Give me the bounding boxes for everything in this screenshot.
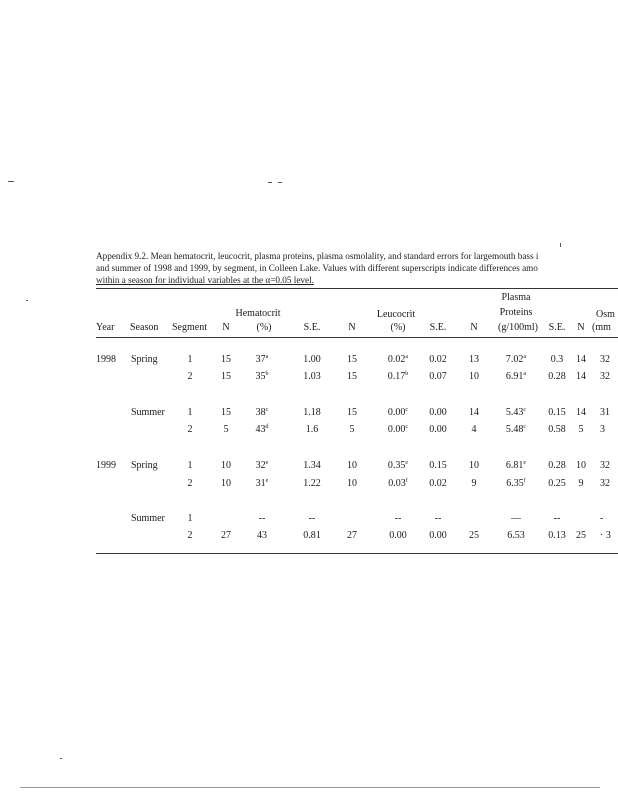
cell-hct — [256, 460, 269, 472]
cell-value: 0.00 — [429, 424, 447, 435]
cell-value: 31 — [600, 407, 610, 418]
cell-value: 1 — [187, 354, 193, 365]
cell-leu — [388, 354, 408, 366]
cell-value: 5.43 — [505, 407, 524, 418]
header-leucocrit-unit: (%) — [390, 322, 406, 333]
cell-value: 1.6 — [305, 424, 319, 435]
cell-value: 5 — [578, 424, 584, 435]
significance-superscript: e — [265, 478, 269, 484]
cell-se2 — [429, 407, 447, 419]
cell-value: 3 — [600, 424, 605, 435]
cell-pp — [506, 407, 526, 419]
table-bottom-rule — [96, 553, 618, 554]
cell-se1 — [309, 513, 316, 525]
cell-n4 — [576, 354, 586, 366]
cell-value: 0.81 — [303, 530, 321, 541]
header-osmolality-unit: (mm — [592, 322, 611, 333]
scan-speck — [268, 182, 272, 183]
cell-value: 15 — [221, 407, 231, 418]
cell-value: -- — [434, 513, 442, 524]
cell-value: 1 — [187, 407, 193, 418]
cell-value: 0.17 — [387, 371, 406, 382]
significance-superscript: e — [265, 460, 269, 466]
cell-pp — [506, 424, 526, 436]
cell-n2 — [347, 371, 357, 383]
scan-speck — [26, 300, 28, 301]
cell-value: 32 — [600, 371, 610, 382]
cell-n4 — [579, 478, 584, 490]
significance-superscript: e — [405, 460, 409, 466]
cell-se1 — [303, 530, 321, 542]
cell-hct — [256, 407, 269, 419]
cell-se1 — [303, 371, 321, 383]
cell-se2 — [435, 513, 442, 525]
cell-value: 14 — [576, 407, 586, 418]
cell-n1 — [221, 354, 231, 366]
cell-value: 14 — [576, 371, 586, 382]
cell-value: 2 — [187, 371, 193, 382]
cell-value: 0.25 — [548, 478, 566, 489]
header-se-hematocrit: S.E. — [303, 322, 321, 333]
cell-segment — [188, 424, 193, 436]
significance-superscript: c — [405, 407, 409, 413]
cell-value: 0.58 — [548, 424, 566, 435]
cell-pp — [506, 371, 526, 383]
caption-line-2: and summer of 1998 and 1999, by segment, in Colleen Lake. Values with different superscripts indicate differences amo — [96, 263, 538, 273]
cell-value: 15 — [221, 354, 231, 365]
cell-se3 — [548, 530, 566, 542]
cell-leu — [388, 371, 409, 383]
cell-value: 14 — [576, 354, 586, 365]
cell-season — [131, 460, 158, 472]
cell-leu — [388, 460, 408, 472]
cell-osm — [600, 513, 603, 525]
cell-value: -- — [308, 513, 316, 524]
cell-value: 1 — [187, 460, 193, 471]
cell-n2 — [347, 530, 357, 542]
header-season: Season — [130, 322, 159, 333]
header-n-proteins: N — [470, 322, 478, 333]
cell-se2 — [429, 478, 447, 490]
significance-superscript: c — [265, 407, 269, 413]
cell-value: 6.35 — [506, 478, 524, 489]
cell-value: 27 — [221, 530, 231, 541]
cell-value: 1.00 — [303, 354, 321, 365]
cell-hct — [256, 478, 269, 490]
cell-n3 — [469, 354, 479, 366]
scan-speck — [8, 181, 14, 182]
cell-n4 — [576, 460, 586, 472]
cell-segment — [188, 530, 193, 542]
cell-osm — [600, 530, 611, 542]
significance-superscript: f — [523, 478, 526, 484]
significance-superscript: a — [265, 354, 269, 360]
cell-value: 15 — [347, 407, 357, 418]
cell-n3 — [469, 371, 479, 383]
cell-value: 0.02 — [387, 354, 406, 365]
cell-value: 15 — [221, 371, 231, 382]
cell-n4 — [576, 407, 586, 419]
cell-value: 35 — [255, 371, 266, 382]
scan-speck — [560, 243, 561, 247]
cell-value: 1.22 — [303, 478, 321, 489]
cell-value: 10 — [347, 460, 357, 471]
cell-year — [96, 460, 116, 472]
cell-season — [131, 354, 158, 366]
cell-value: 0.15 — [548, 407, 566, 418]
cell-se1 — [303, 407, 321, 419]
cell-value: 1.03 — [303, 371, 321, 382]
cell-value: Spring — [131, 460, 158, 471]
cell-n2 — [347, 354, 357, 366]
cell-se1 — [303, 460, 321, 472]
cell-pp — [507, 530, 525, 542]
cell-n4 — [576, 530, 586, 542]
cell-value: 32 — [255, 460, 266, 471]
cell-se3 — [548, 478, 566, 490]
cell-leu — [388, 407, 408, 419]
cell-value: 0.00 — [387, 407, 406, 418]
cell-value: 10 — [469, 371, 479, 382]
cell-pp — [506, 478, 526, 490]
cell-leu — [388, 424, 408, 436]
header-se-leucocrit: S.E. — [429, 322, 447, 333]
caption-line-3: within a season for individual variables at the α=0.05 level. — [96, 275, 314, 285]
cell-value: 37 — [255, 354, 266, 365]
cell-osm — [600, 407, 610, 419]
cell-n3 — [469, 407, 479, 419]
cell-value: 5 — [223, 424, 229, 435]
cell-n4 — [576, 371, 586, 383]
cell-se3 — [548, 424, 566, 436]
cell-value: 6.53 — [507, 530, 525, 541]
cell-n1 — [221, 460, 231, 472]
cell-value: 0.00 — [429, 530, 447, 541]
cell-value: 38 — [255, 407, 266, 418]
cell-hct — [259, 513, 266, 525]
cell-value: -- — [553, 513, 561, 524]
scan-speck — [278, 182, 282, 183]
cell-value: 32 — [600, 354, 610, 365]
cell-leu — [388, 478, 408, 490]
cell-n1 — [221, 371, 231, 383]
significance-superscript: a — [523, 354, 527, 360]
significance-superscript: c — [523, 407, 527, 413]
cell-value: 31 — [255, 478, 266, 489]
cell-season — [131, 513, 165, 525]
cell-se1 — [303, 354, 321, 366]
cell-value: Summer — [131, 407, 165, 418]
significance-superscript: f — [405, 478, 408, 484]
cell-value: 43 — [257, 530, 267, 541]
cell-n1 — [224, 424, 229, 436]
cell-osm — [600, 424, 605, 436]
cell-segment — [188, 407, 193, 419]
cell-n3 — [472, 478, 477, 490]
cell-value: 0.03 — [388, 478, 406, 489]
cell-se3 — [548, 407, 566, 419]
cell-se2 — [429, 424, 447, 436]
cell-segment — [188, 460, 193, 472]
header-bottom-rule — [96, 337, 618, 338]
cell-value: 2 — [187, 530, 193, 541]
cell-value: 0.00 — [387, 424, 406, 435]
significance-superscript: b — [405, 371, 409, 377]
cell-value: -- — [258, 513, 266, 524]
cell-value: 32 — [600, 460, 610, 471]
cell-value: — — [511, 513, 521, 524]
cell-value: 1999 — [96, 460, 116, 471]
cell-value: 25 — [469, 530, 479, 541]
cell-osm — [600, 460, 610, 472]
cell-value: 25 — [576, 530, 586, 541]
cell-value: 0.13 — [548, 530, 566, 541]
header-n-hematocrit: N — [222, 322, 230, 333]
cell-se1 — [306, 424, 319, 436]
cell-osm — [600, 354, 610, 366]
cell-se3 — [551, 354, 564, 366]
cell-pp — [506, 460, 526, 472]
cell-value: 1998 — [96, 354, 116, 365]
cell-leu — [395, 513, 402, 525]
cell-n2 — [347, 407, 357, 419]
cell-pp — [511, 513, 521, 525]
header-n-osmolality: N — [577, 322, 585, 333]
significance-superscript: d — [265, 424, 269, 430]
header-n-leucocrit: N — [348, 322, 356, 333]
cell-segment — [188, 371, 193, 383]
cell-value: 10 — [347, 478, 357, 489]
caption-line-1: Appendix 9.2. Mean hematocrit, leucocrit, plasma proteins, plasma osmolality, and standard errors for largemouth bass i — [96, 251, 539, 261]
cell-hct — [256, 354, 269, 366]
cell-value: 6.81 — [505, 460, 524, 471]
cell-value: 0.00 — [429, 407, 447, 418]
cell-se2 — [429, 354, 447, 366]
header-year: Year — [96, 322, 115, 333]
header-leucocrit: Leucocrit — [376, 309, 416, 320]
cell-pp — [506, 354, 526, 366]
significance-superscript: c — [405, 424, 409, 430]
cell-hct — [257, 530, 267, 542]
header-proteins: Proteins — [499, 307, 533, 318]
significance-superscript: a — [405, 354, 409, 360]
cell-year — [96, 354, 116, 366]
cell-value: 5 — [349, 424, 355, 435]
cell-value: 7.02 — [505, 354, 524, 365]
cell-value: 5.48 — [505, 424, 524, 435]
cell-value: 0.3 — [550, 354, 564, 365]
cell-n1 — [221, 478, 231, 490]
cell-value: 15 — [347, 371, 357, 382]
significance-superscript: e — [523, 460, 527, 466]
cell-segment — [188, 513, 193, 525]
cell-value: 27 — [347, 530, 357, 541]
cell-value: 10 — [469, 460, 479, 471]
cell-value: 43 — [255, 424, 266, 435]
header-hematocrit-unit: (%) — [256, 322, 272, 333]
cell-value: 1.34 — [303, 460, 321, 471]
cell-value: 0.02 — [429, 478, 447, 489]
header-hematocrit: Hematocrit — [235, 308, 281, 319]
cell-value: 1.18 — [303, 407, 321, 418]
table-top-rule — [96, 288, 618, 289]
table-caption — [96, 250, 618, 286]
cell-se2 — [429, 371, 447, 383]
cell-n1 — [221, 407, 231, 419]
cell-hct — [256, 371, 269, 383]
cell-hct — [256, 424, 269, 436]
cell-value: 10 — [221, 460, 231, 471]
cell-se3 — [548, 460, 566, 472]
cell-value: - — [600, 513, 604, 524]
cell-value: 10 — [221, 478, 231, 489]
cell-se3 — [548, 371, 566, 383]
header-se-proteins: S.E. — [548, 322, 566, 333]
cell-n3 — [469, 530, 479, 542]
cell-value: 2 — [187, 478, 193, 489]
scan-speck — [60, 758, 62, 759]
cell-se1 — [303, 478, 321, 490]
significance-superscript: b — [265, 371, 269, 377]
cell-value: · 3 — [600, 530, 611, 541]
cell-value: 15 — [347, 354, 357, 365]
cell-osm — [600, 371, 610, 383]
cell-segment — [188, 478, 193, 490]
cell-value: 10 — [576, 460, 586, 471]
cell-n4 — [579, 424, 584, 436]
cell-n3 — [469, 460, 479, 472]
cell-value: 9 — [578, 478, 584, 489]
cell-segment — [188, 354, 193, 366]
header-proteins-unit: (g/100ml) — [498, 322, 538, 333]
cell-value: 4 — [471, 424, 477, 435]
cell-value: 0.00 — [389, 530, 407, 541]
header-osmolality: Osm — [596, 309, 615, 320]
cell-osm — [600, 478, 610, 490]
header-plasma: Plasma — [501, 292, 531, 303]
cell-n3 — [472, 424, 477, 436]
scan-speck-bottom — [20, 787, 600, 788]
cell-value: 14 — [469, 407, 479, 418]
cell-n2 — [350, 424, 355, 436]
cell-n2 — [347, 460, 357, 472]
cell-value: 0.35 — [387, 460, 406, 471]
cell-value: 0.15 — [429, 460, 447, 471]
cell-season — [131, 407, 165, 419]
cell-se3 — [554, 513, 561, 525]
cell-value: 13 — [469, 354, 479, 365]
cell-leu — [389, 530, 407, 542]
cell-value: 0.28 — [548, 460, 566, 471]
cell-value: 0.02 — [429, 354, 447, 365]
cell-value: 9 — [471, 478, 477, 489]
cell-value: 2 — [187, 424, 193, 435]
significance-superscript: c — [523, 424, 527, 430]
header-segment: Segment — [172, 322, 207, 333]
cell-value: 0.28 — [548, 371, 566, 382]
cell-value: Summer — [131, 513, 165, 524]
cell-se2 — [429, 460, 447, 472]
cell-value: 6.91 — [505, 371, 524, 382]
cell-value: 1 — [187, 513, 193, 524]
cell-n1 — [221, 530, 231, 542]
significance-superscript: a — [523, 371, 527, 377]
cell-value: Spring — [131, 354, 158, 365]
cell-value: 0.07 — [429, 371, 447, 382]
cell-value: -- — [394, 513, 402, 524]
cell-se2 — [429, 530, 447, 542]
cell-n2 — [347, 478, 357, 490]
cell-value: 32 — [600, 478, 610, 489]
